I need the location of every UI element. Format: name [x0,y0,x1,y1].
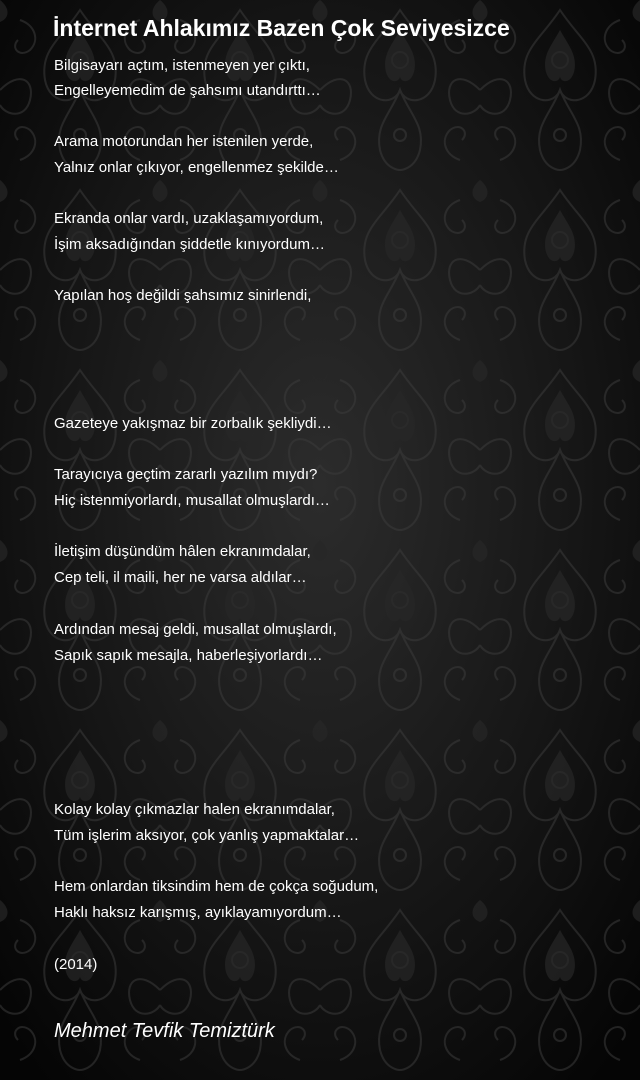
poem-line: Tarayıcıya geçtim zararlı yazılım mıydı? [54,466,318,483]
poem-line: Sapık sapık mesajla, haberleşiyorlardı… [54,647,323,664]
poem-line: Ekranda onlar vardı, uzaklaşamıyordum, [54,210,324,227]
poem-line: Bilgisayarı açtım, istenmeyen yer çıktı, [54,57,310,74]
poem-line: İşim aksadığından şiddetle kınıyordum… [54,236,325,253]
poem-line: Yapılan hoş değildi şahsımız sinirlendi, [54,287,312,304]
poem-title: İnternet Ahlakımız Bazen Çok Seviyesizce [53,15,510,41]
poem-line: Gazeteye yakışmaz bir zorbalık şekliydi… [54,415,332,432]
poem-line: Kolay kolay çıkmazlar halen ekranımdalar, [54,801,335,818]
poem-author: Mehmet Tevfik Temiztürk [54,1020,275,1042]
poem-year: (2014) [54,956,98,973]
poem-line: İletişim düşündüm hâlen ekranımdalar, [54,543,311,560]
poem-line: Arama motorundan her istenilen yerde, [54,133,314,150]
poem-line: Haklı haksız karışmış, ayıklayamıyordum… [54,904,342,921]
poem-line: Ardından mesaj geldi, musallat olmuşlardı, [54,621,337,638]
poem-line: Hem onlardan tiksindim hem de çokça soğudum, [54,878,379,895]
poem-line: Tüm işlerim aksıyor, çok yanlış yapmaktalar… [54,827,360,844]
poem-line: Yalnız onlar çıkıyor, engellenmez şekilde… [54,159,339,176]
poem-line: Hiç istenmiyorlardı, musallat olmuşlardı… [54,492,330,509]
poem-line: Cep teli, il maili, her ne varsa aldılar… [54,569,307,586]
poem-line: Engelleyemedim de şahsımı utandırttı… [54,82,321,99]
